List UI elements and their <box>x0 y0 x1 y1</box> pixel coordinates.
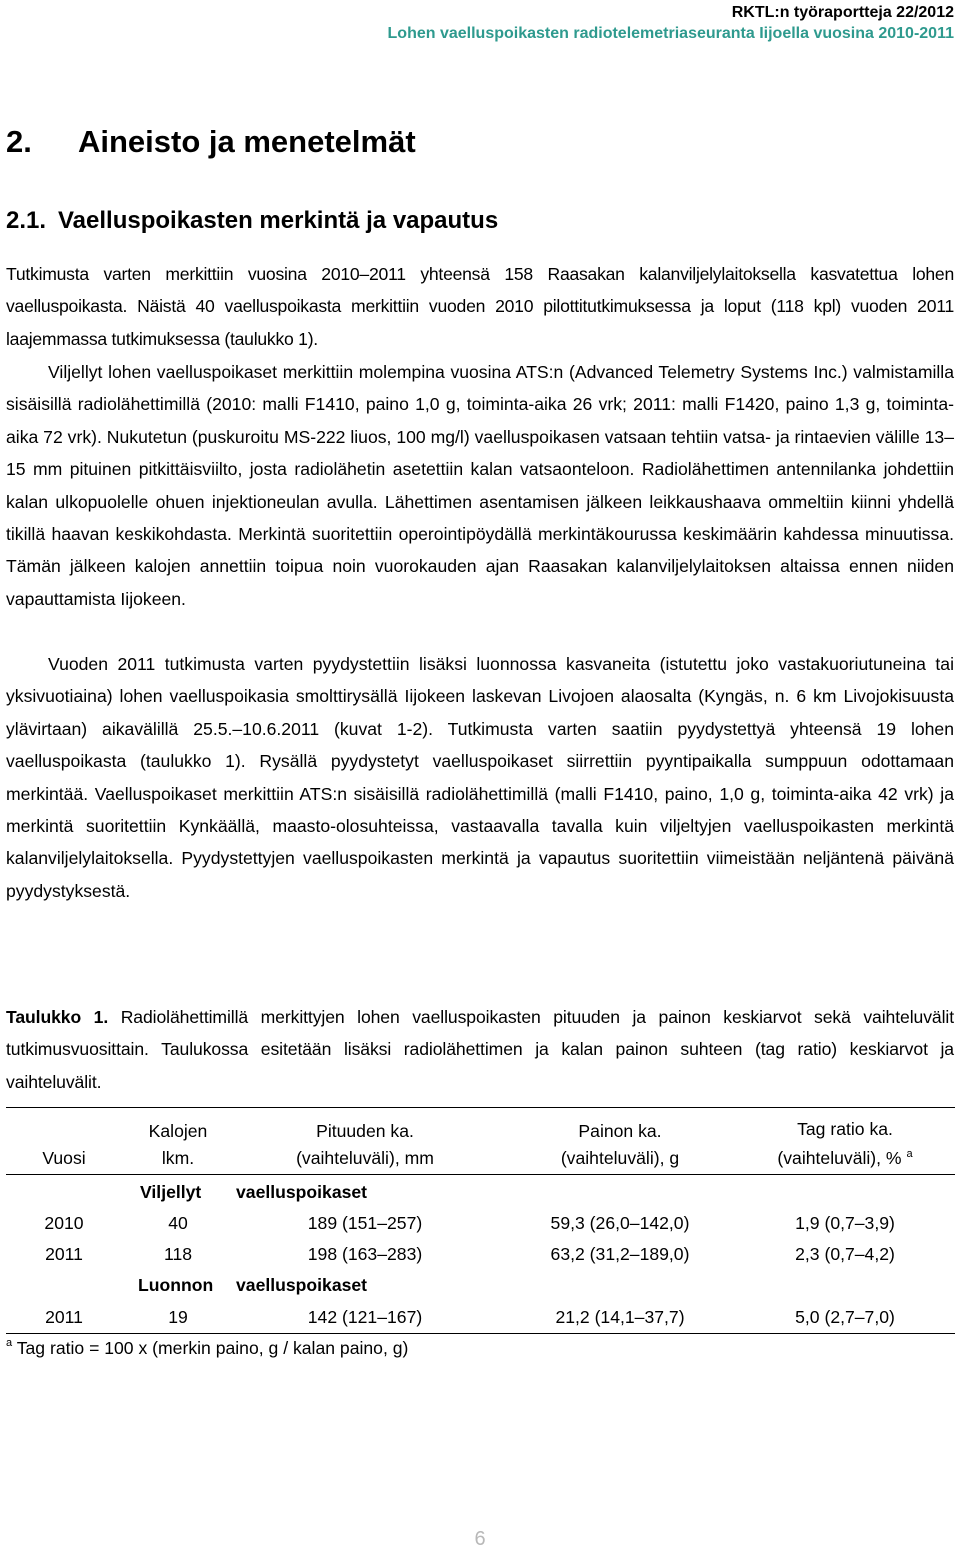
report-title-header: Lohen vaelluspoikasten radiotelemetriaseuranta Iijoella vuosina 2010-2011 <box>387 25 954 42</box>
col-header-kalojen-1: Kalojen <box>148 1121 208 1141</box>
col-header-kalojen-2: lkm. <box>161 1148 195 1168</box>
report-series-header: RKTL:n työraportteja 22/2012 <box>731 4 954 21</box>
subsection-number: 2.1. <box>6 207 47 234</box>
col-header-tag-2-text: (vaihteluväli), % <box>777 1148 902 1168</box>
group-label-viljellyt-1: Viljellyt <box>140 1182 202 1202</box>
table-caption-label: Taulukko 1. <box>6 1007 109 1027</box>
table-row-3-pituus: 142 (121‒167) <box>307 1307 423 1327</box>
table-footnote <box>6 1338 408 1359</box>
col-header-tag-footnote-mark: a <box>906 1148 913 1160</box>
table-bottom-rule <box>6 1333 955 1334</box>
table-row-3-vuosi: 2011 <box>45 1307 83 1327</box>
table-row-3-paino: 21,2 (14,1‒37,7) <box>555 1307 685 1327</box>
table-row-2-lkm: 118 <box>163 1244 193 1264</box>
table-row-1-tag: 1,9 (0,7‒3,9) <box>795 1213 895 1233</box>
col-header-vuosi: Vuosi <box>42 1148 86 1168</box>
footnote-text: Tag ratio = 100 x (merkin paino, g / kalan paino, g) <box>16 1338 409 1358</box>
col-header-pituus-1: Pituuden ka. <box>316 1121 414 1141</box>
table-row-2-paino: 63,2 (31,2‒189,0) <box>550 1244 690 1264</box>
col-header-paino-1: Painon ka. <box>578 1121 662 1141</box>
table-row-3-lkm: 19 <box>168 1307 188 1327</box>
table-top-rule <box>6 1107 955 1108</box>
body-paragraph-1: Tutkimusta varten merkittiin vuosina 2010‒2011 yhteensä 158 Raasakan kalanviljelylaitoksella kasvatettua lohen vaelluspoikasta. Näistä 40 vaelluspoikasta merkittiin vuoden 2010 pilottitutkimuksessa ja loput (118 kpl) vuoden 2011 laajemmassa tutkimuksessa (taulukko 1). <box>6 264 954 349</box>
col-header-tag-2 <box>740 1147 950 1169</box>
footnote-mark: a <box>6 1337 13 1349</box>
table-row-1-pituus: 189 (151‒257) <box>307 1213 423 1233</box>
table-row-1-vuosi: 2010 <box>44 1213 84 1233</box>
section-number: 2. <box>6 124 32 159</box>
subsection-heading <box>6 207 498 235</box>
table-caption <box>6 1001 954 1098</box>
subsection-title: Vaelluspoikasten merkintä ja vapautus <box>58 207 499 234</box>
body-paragraph-2: Viljellyt lohen vaelluspoikaset merkittiin molempina vuosina ATS:n (Advanced Telemetry Systems Inc.) valmistamilla sisäisillä radiolähettimillä (2010: malli F1410, paino 1,0 g, toiminta-aika 26 vrk; 2011: malli F1420, paino 1,3 g, toiminta-aika 72 vrk). Nukutetun (puskuroitu MS-222 liuos, 100 mg/l) vaelluspoikasen vatsaan tehtiin vatsa- ja rintaevien välille 13‒15 mm pituinen pitkittäisviilto, josta radiolähetin asetettiin kalan vatsaonteloon. Radiolähettimen antennilanka johdettiin kalan ulkopuolelle ohuen injektioneulan avulla. Lähettimen asentamisen jälkeen leikkaushaava ommeltiin kiinni yhdellä tikillä haavan keskikohdasta. Merkintä suoritettiin operointipöydällä merkintäkourussa keskimäärin kahdessa minuutissa. Tämän jälkeen kalojen annettiin toipua noin vuorokauden ajan Raasakan kalanviljelylaitoksen altaissa ennen niiden vapauttamista Iijokeen. <box>6 362 954 609</box>
col-header-pituus-2: (vaihteluväli), mm <box>296 1148 434 1168</box>
table-row-3-tag: 5,0 (2,7‒7,0) <box>795 1307 895 1327</box>
table-caption-text: Radiolähettimillä merkittyjen lohen vaelluspoikasten pituuden ja painon keskiarvot sekä vaihteluvälit tutkimusvuosittain. Taulukossa esitetään lisäksi radiolähettimen ja kalan painon suhteen (tag ratio) keskiarvot ja vaihteluvälit. <box>6 1007 954 1092</box>
section-title: Aineisto ja menetelmät <box>78 124 416 159</box>
group-label-luonnon-2: vaelluspoikaset <box>236 1275 368 1295</box>
group-label-viljellyt-2: vaelluspoikaset <box>236 1182 368 1202</box>
body-paragraph-3: Vuoden 2011 tutkimusta varten pyydystettiin lisäksi luonnossa kasvaneita (istutettu joko vastakuoriutuneina tai yksivuotiaina) lohen vaelluspoikasia smolttirysällä Iijokeen laskevan Livojoen alaosalta (Kyngäs, n. 6 km Livojokisuusta ylävirtaan) aikavälillä 25.5.‒10.6.2011 (kuvat 1-2). Tutkimusta varten saatiin pyydystettyä yhteensä 19 lohen vaelluspoikasta (taulukko 1). Rysällä pyydystetyt vaelluspoikaset siirrettiin pyyntipaikalla sumppuun odottamaan merkintää. Vaelluspoikaset merkittiin ATS:n sisäisillä radiolähettimillä (malli F1410, paino, 1,0 g, toiminta-aika 42 vrk) ja merkintä suoritettiin Kynkäällä, maasto-olosuhteissa, vastaavalla tavalla kuin viljeltyjen vaelluspoikasten merkintä kalanviljelylaitoksella. Pyydystettyjen vaelluspoikasten merkintä ja vapautus suoritettiin viimeistään neljäntenä päivänä pyydystyksestä. <box>6 654 954 901</box>
table-row-2-vuosi: 2011 <box>45 1244 83 1264</box>
col-header-tag-1: Tag ratio ka. <box>797 1119 893 1139</box>
group-label-luonnon-1: Luonnon <box>138 1275 214 1295</box>
table-header-rule <box>6 1174 955 1175</box>
table-row-1-lkm: 40 <box>168 1213 188 1233</box>
table-row-1-paino: 59,3 (26,0‒142,0) <box>550 1213 690 1233</box>
section-heading <box>6 124 416 160</box>
col-header-paino-2: (vaihteluväli), g <box>560 1148 680 1168</box>
table-row-2-pituus: 198 (163‒283) <box>307 1244 423 1264</box>
table-row-2-tag: 2,3 (0,7‒4,2) <box>795 1244 895 1264</box>
page-number: 6 <box>474 1528 486 1550</box>
